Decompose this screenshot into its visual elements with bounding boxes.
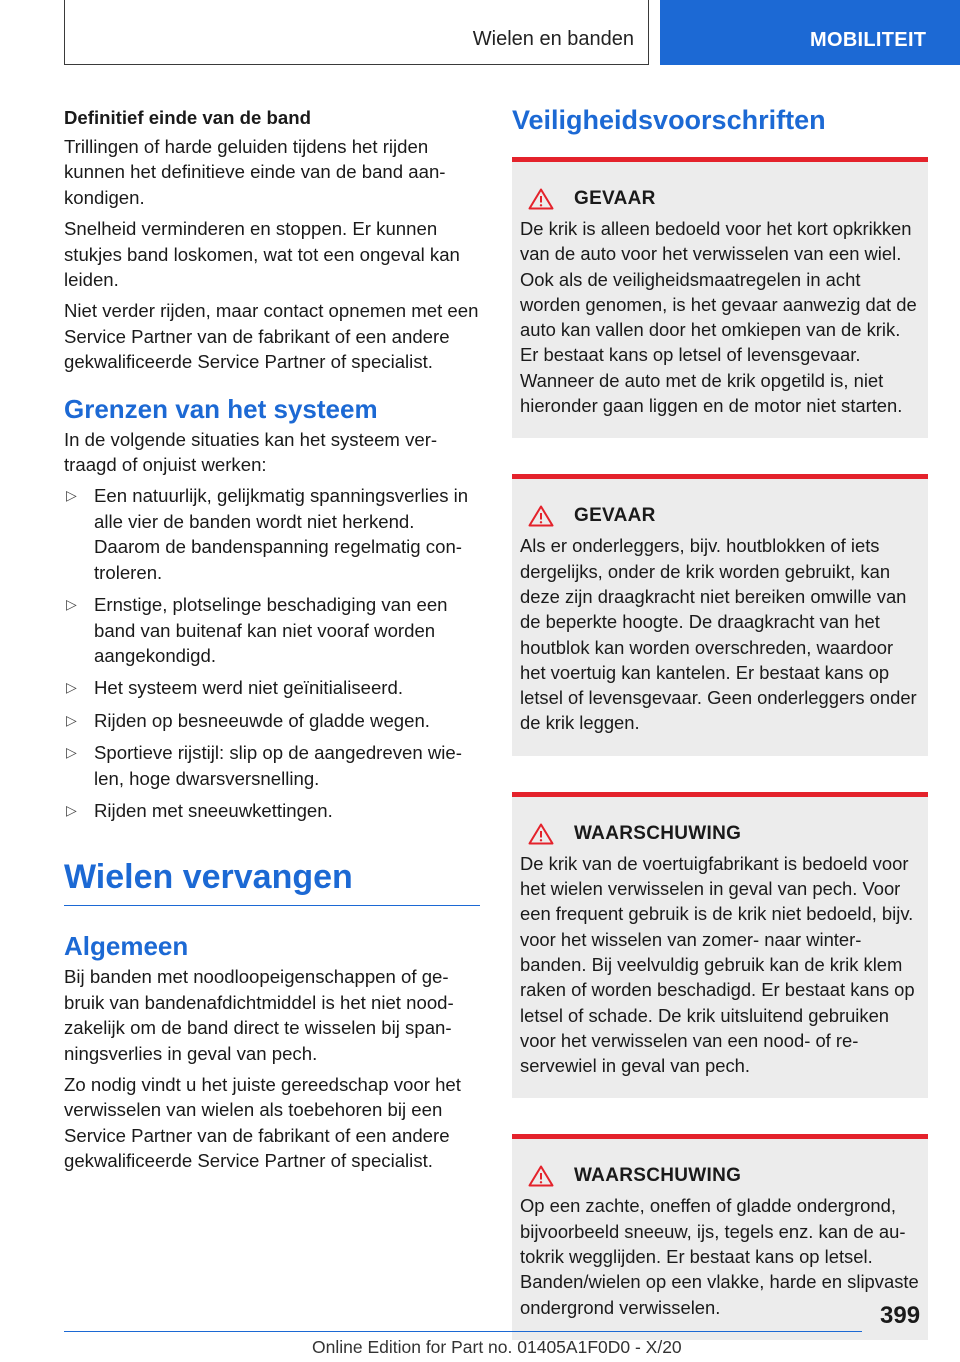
warning-box (512, 157, 928, 438)
general-paragraph: Bij banden met noodloopeigenschappen of gebruik van bandenafdichtmiddel is het niet noodzakelijk om de band direct te wisselen bij spanningsverlies in geval van pech. (64, 966, 454, 1064)
warning-box (512, 474, 928, 755)
warning-title: GEVAAR (574, 505, 656, 527)
warning-text: Op een zachte, oneffen of gladde ondergrond, bijvoorbeeld sneeuw, ijs, tegels enz. kan de autokrik wegglijden. Er bestaat kans op letsel. Banden/wielen op een vlakke, harde en slipvaste ondergrond verwisselen. (520, 1195, 919, 1318)
section-title: Wielen en banden (472, 28, 634, 50)
def-paragraph: Niet verder rijden, maar contact opnemen met een Service Partner van de fabrikant of een andere gekwalificeerde Service Partner of specialist. (64, 300, 479, 373)
list-item: ▷ Sportieve rijstijl: slip op de aangedreven wielen, hoge dwarsversnelling. (66, 742, 462, 789)
def-paragraph: Snelheid verminderen en stoppen. Er kunnen stukjes band loskomen, wat tot een ongeval kan leiden. (64, 218, 460, 291)
def-paragraph: Trillingen of harde geluiden tijdens het rijden kunnen het definitieve einde van de band aankondigen. (64, 136, 446, 208)
warning-title: WAARSCHUWING (574, 1165, 742, 1187)
warning-title: GEVAAR (574, 188, 656, 209)
limits-intro: In de volgende situaties kan het systeem vertraagd of onjuist werken: (64, 428, 438, 476)
change-heading: Wielen vervangen (64, 857, 480, 906)
triangle-bullet-icon: ▷ (66, 711, 77, 728)
chapter-title: MOBILITEIT (810, 29, 927, 51)
warning-triangle-icon (528, 188, 554, 210)
triangle-bullet-icon: ▷ (66, 744, 77, 761)
warning-triangle-icon (528, 823, 554, 845)
limits-heading: Grenzen van het systeem (64, 393, 378, 424)
limits-list (64, 483, 480, 823)
warning-text: De krik van de voertuigfabrikant is bedoeld voor het wielen verwisselen in geval van pech. Voor een frequent gebruik is de krik niet bedoeld, bijv. voor het wisselen van zomer- naar winterbanden. Bij veelvuldig gebruik kan de krik klem raken of worden beschadigd. Er bestaat kans op letsel of schade. De krik uitsluitend gebruiken voor het verwisselen van een nood- of reservewiel in geval van pech. (520, 852, 915, 1077)
triangle-bullet-icon: ▷ (66, 679, 77, 696)
triangle-bullet-icon: ▷ (66, 487, 77, 504)
list-item: ▷ Ernstige, plotselinge beschadiging van een band van buitenaf kan niet vooraf worden aangekondigd. (66, 594, 448, 666)
general-heading: Algemeen (64, 931, 189, 962)
chapter-tab (660, 0, 960, 65)
triangle-bullet-icon: ▷ (66, 596, 77, 613)
list-item: ▷ Het systeem werd niet geïnitialiseerd. (64, 675, 480, 700)
warning-text: De krik is alleen bedoeld voor het kort opkrikken van de auto voor het verwisselen van een wiel. Ook als de veiligheidsmaatregelen in acht worden genomen, is het gevaar aanwezig dat de auto kan vallen door het omkiepen van de krik. Er bestaat kans op letsel of levensgevaar. Wanneer de auto met de krik opgetild is, niet hieronder gaan liggen en de motor niet starten. (520, 218, 917, 417)
warning-box (512, 1134, 928, 1339)
warning-triangle-icon (528, 505, 554, 527)
triangle-bullet-icon: ▷ (66, 801, 77, 818)
warning-title: WAARSCHUWING (574, 822, 742, 844)
warning-text: Als er onderleggers, bijv. houtblokken of iets dergelijks, onder de krik worden gebruikt, kan deze zijn draagkracht niet bereiken omwille van de beperkte hoogte. De draagkracht van het houtblok kan worden overschreden, waardoor het voertuig kan kantelen. Er bestaat kans op letsel of levensgevaar. Geen onderleggers onder de krik leggen. (520, 535, 917, 734)
safety-heading: Veiligheidsvoorschriften (512, 105, 826, 135)
warning-box (512, 792, 928, 1099)
header-section-box (64, 0, 649, 65)
list-item: ▷ Rijden met sneeuwkettingen. (64, 798, 480, 823)
page-number: 399 (880, 1302, 921, 1329)
warning-triangle-icon (528, 1165, 554, 1187)
list-item: ▷ Een natuurlijk, gelijkmatig spanningsverlies in alle vier de banden wordt niet herkend. Daarom de bandenspanning regelmatig controleren. (66, 485, 469, 583)
left-column (64, 105, 480, 1180)
general-paragraph: Zo nodig vindt u het juiste gereedschap voor het verwisselen van wielen als toebehoren bij een Service Partner van de fabrikant of een andere gekwalificeerde Service Partner of specialist. (64, 1073, 461, 1172)
footer-divider (64, 1331, 862, 1332)
footer-edition: Online Edition for Part no. 01405A1F0D0 - X/20 (312, 1337, 682, 1357)
def-heading: Definitief einde van de band (64, 107, 311, 128)
right-column (512, 105, 928, 1362)
list-item: ▷ Rijden op besneeuwde of gladde wegen. (64, 708, 480, 733)
